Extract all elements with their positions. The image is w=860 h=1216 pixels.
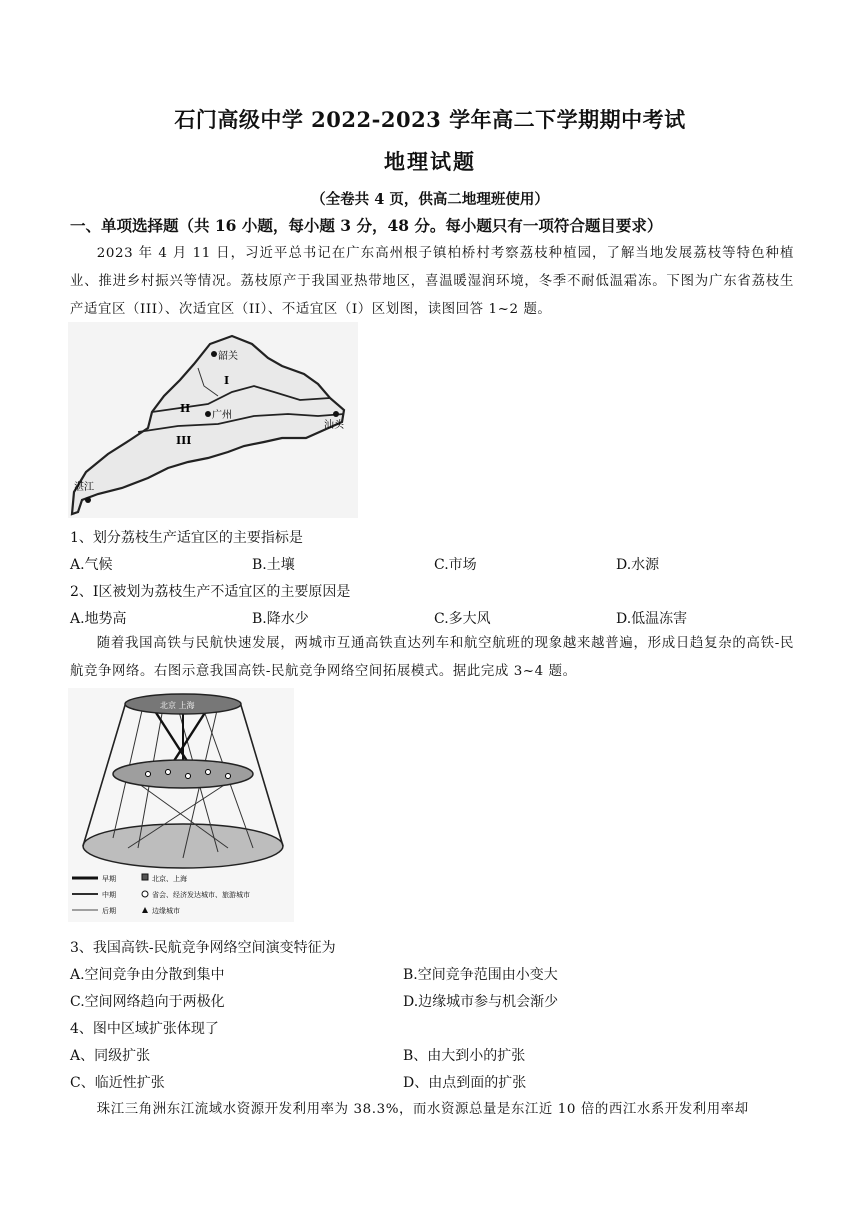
label-shaoguan: 韶关 <box>218 351 238 362</box>
exam-title: 石门高级中学 2022-2023 学年高二下学期期中考试 <box>174 107 686 132</box>
q1-option-d: D.水源 <box>616 557 660 573</box>
guangdong-zone-map <box>68 322 358 518</box>
passage-lychee: 2023 年 4 月 11 日，习近平总书记在广东高州根子镇柏桥村考察荔枝种植园，了解当地发展荔枝等特色种植业、推进乡村振兴等情况。荔枝原产于我国亚热带地区，喜温暖湿润环境，冬季不耐低温霜冻。下图为广东省荔枝生产适宜区（III）、次适宜区（II）、不适宜区（I）区划图，读图回答 1~2 题。 <box>70 246 794 317</box>
q3-option-d: D.边缘城市参与机会渐少 <box>403 994 559 1010</box>
q1-option-a: A.气候 <box>70 557 113 573</box>
passage-rail-air: 随着我国高铁与民航快速发展，两城市互通高铁直达列车和航空航班的现象越来越普遍，形成日趋复杂的高铁-民航竞争网络。右图示意我国高铁-民航竞争网络空间拓展模式。据此完成 3~4 题。 <box>70 636 794 679</box>
q4-option-d: D、由点到面的扩张 <box>403 1075 527 1091</box>
legend-provincial-capitals: 省会、经济发达城市、旅游城市 <box>152 891 250 899</box>
label-zone-1: I <box>224 374 230 387</box>
q3-option-c: C.空间网络趋向于两极化 <box>70 994 225 1010</box>
q2-option-c: C.多大风 <box>434 611 491 627</box>
q2-option-d: D.低温冻害 <box>616 611 688 627</box>
diagram-top-label: 北京 上海 <box>160 701 195 710</box>
legend-edge-cities: 边缘城市 <box>152 907 180 915</box>
passage-pearl-river: 珠江三角洲东江流域水资源开发利用率为 38.3%，而水资源总量是东江近 10 倍的西江水系开发利用率却 <box>96 1102 749 1117</box>
exam-note: （全卷共 4 页，供高二地理班使用） <box>311 191 549 208</box>
q1-option-c: C.市场 <box>434 557 477 573</box>
label-guangzhou: 广州 <box>212 410 232 421</box>
question-3-stem: 3、我国高铁-民航竞争网络空间演变特征为 <box>70 940 336 956</box>
q3-option-b: B.空间竞争范围由小变大 <box>403 967 558 983</box>
section-heading: 一、单项选择题（共 16 小题，每小题 3 分，48 分。每小题只有一项符合题目要求） <box>70 216 663 235</box>
legend-early: 早期 <box>102 875 116 883</box>
question-4-stem: 4、图中区域扩张体现了 <box>70 1021 219 1037</box>
q3-option-a: A.空间竞争由分散到集中 <box>70 967 225 983</box>
q4-option-b: B、由大到小的扩张 <box>403 1048 526 1064</box>
q2-option-a: A.地势高 <box>70 611 127 627</box>
q4-option-c: C、临近性扩张 <box>70 1075 165 1091</box>
legend-beijing-shanghai: 北京、上海 <box>152 875 187 883</box>
question-1-stem: 1、划分荔枝生产适宜区的主要指标是 <box>70 530 303 546</box>
label-zone-2: II <box>180 402 191 415</box>
label-zone-3: III <box>176 434 192 447</box>
subject-title: 地理试题 <box>384 149 476 174</box>
question-2-stem: 2、I区被划为荔枝生产不适宜区的主要原因是 <box>70 584 351 600</box>
rail-air-network-diagram <box>68 688 294 922</box>
label-zhanjiang: 湛江 <box>74 482 94 493</box>
q4-option-a: A、同级扩张 <box>70 1048 151 1064</box>
legend-late: 后期 <box>102 907 116 915</box>
q1-option-b: B.土壤 <box>252 557 295 573</box>
legend-middle: 中期 <box>102 891 116 899</box>
label-shantou: 汕头 <box>324 420 344 431</box>
q2-option-b: B.降水少 <box>252 611 309 627</box>
